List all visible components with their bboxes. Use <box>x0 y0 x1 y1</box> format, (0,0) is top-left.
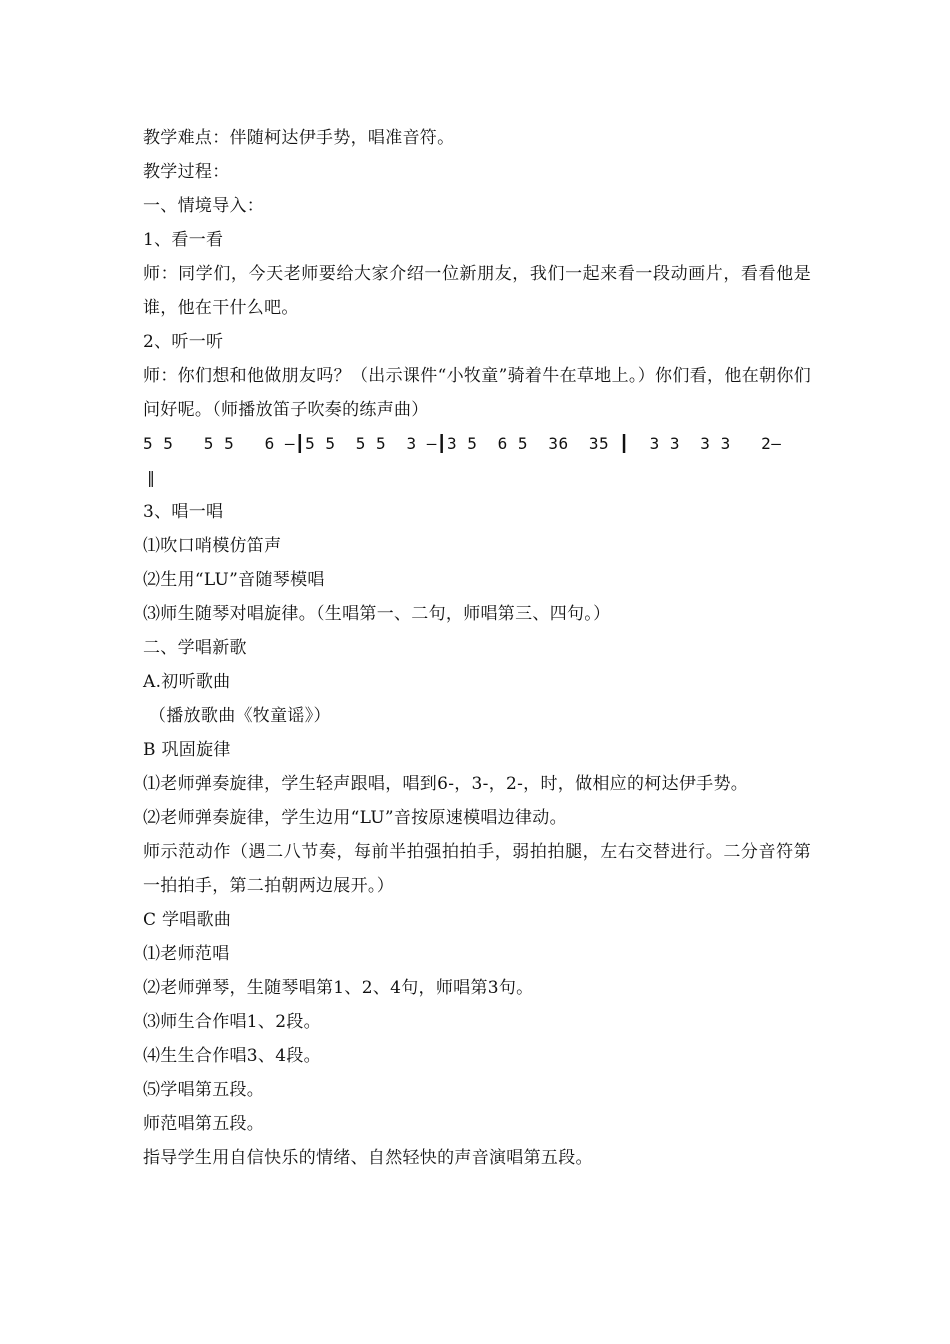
music-notation: 5 5 5 5 6 —┃5 5 5 5 3 —┃3 5 6 5 36 35 ┃ 3 3 3 3 2— <box>143 434 782 453</box>
paragraph: 师示范动作（遇二八节奏，每前半拍强拍拍手，弱拍拍腿，左右交替进行。二分音符第一拍拍手，第二拍朝两边展开。） <box>143 842 811 896</box>
list-item: ⑵生用“LU”音随琴模唱 <box>143 570 325 590</box>
paragraph: 指导学生用自信快乐的情绪、自然轻快的声音演唱第五段。 <box>143 1148 593 1168</box>
step-heading: 2、听一听 <box>143 332 224 352</box>
list-item: ⑷生生合作唱3、4段。 <box>143 1046 321 1066</box>
list-item: ⑴老师范唱 <box>143 944 230 964</box>
section-heading: 一、情境导入： <box>143 196 265 216</box>
step-heading: 3、唱一唱 <box>143 502 224 522</box>
list-item: ⑸学唱第五段。 <box>143 1080 265 1100</box>
paragraph: 师：同学们，今天老师要给大家介绍一位新朋友，我们一起来看一段动画片，看看他是谁，他在干什么吧。 <box>143 264 811 318</box>
teaching-difficulty: 教学难点：伴随柯达伊手势，唱准音符。 <box>143 128 455 148</box>
list-item: ⑴吹口哨模仿笛声 <box>143 536 282 556</box>
teaching-process-heading: 教学过程： <box>143 162 230 182</box>
list-item: ⑵老师弹琴，生随琴唱第1、2、4句，师唱第3句。 <box>143 978 534 998</box>
step-heading: 1、看一看 <box>143 230 224 250</box>
list-item: （播放歌曲《牧童谣》） <box>149 706 331 726</box>
subsection-heading: B 巩固旋律 <box>143 740 231 760</box>
paragraph: 师：你们想和他做朋友吗？（出示课件“小牧童”骑着牛在草地上。）你们看，他在朝你们问好呢。（师播放笛子吹奏的练声曲） <box>143 366 811 420</box>
subsection-heading: C 学唱歌曲 <box>143 910 232 930</box>
paragraph: 师范唱第五段。 <box>143 1114 265 1134</box>
section-heading: 二、学唱新歌 <box>143 638 247 658</box>
list-item: ⑴老师弹奏旋律，学生轻声跟唱，唱到6-，3-，2-，时，做相应的柯达伊手势。 <box>143 774 749 794</box>
document-body <box>143 121 811 1175</box>
list-item: ⑵老师弹奏旋律，学生边用“LU”音按原速模唱边律动。 <box>143 808 567 828</box>
music-notation-end: ‖ <box>147 468 155 487</box>
list-item: ⑶师生随琴对唱旋律。（生唱第一、二句，师唱第三、四句。） <box>143 604 611 624</box>
list-item: ⑶师生合作唱1、2段。 <box>143 1012 321 1032</box>
subsection-heading: A.初听歌曲 <box>143 672 231 692</box>
